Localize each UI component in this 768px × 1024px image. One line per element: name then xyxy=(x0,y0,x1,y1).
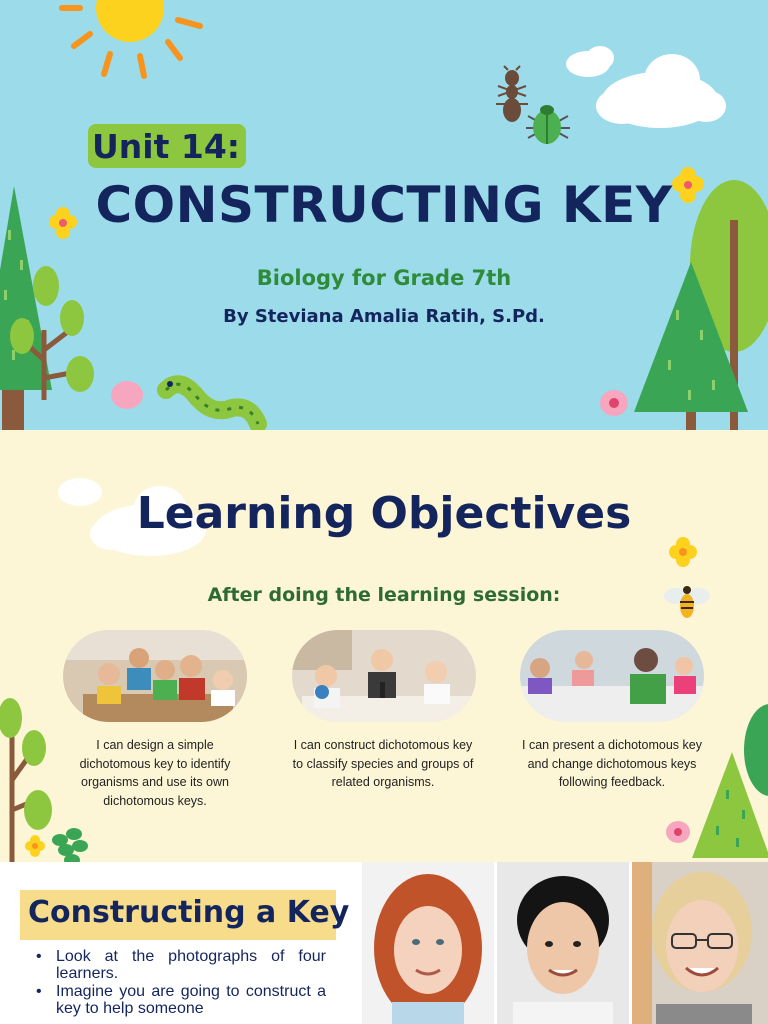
objectives-heading: Learning Objectives xyxy=(136,488,632,539)
author-line: By Steviana Amalia Ratih, S.Pd. xyxy=(223,306,545,327)
classroom-photo-1 xyxy=(63,630,247,722)
ant-icon xyxy=(496,66,528,122)
classroom-photo-icon xyxy=(520,630,704,722)
objective-text-2: I can construct dichotomous key to classify species and groups of related organisms. xyxy=(292,738,474,789)
title-slide xyxy=(0,0,768,430)
slide-subtitle: Biology for Grade 7th xyxy=(256,266,512,290)
learner-portrait-icon xyxy=(632,862,768,1024)
objective-text-1: I can design a simple dichotomous key to identify organisms and use its own dichotomous keys. xyxy=(79,738,231,808)
objectives-lead: After doing the learning session: xyxy=(207,584,561,606)
bullet-list xyxy=(30,948,326,1018)
learner-photo-3 xyxy=(632,862,768,1024)
objective-text-3: I can present a dichotomous key and change dichotomous keys following feedback. xyxy=(522,738,702,789)
list-item: • Look at the photographs of four learners. xyxy=(36,948,326,982)
round-tree-icon xyxy=(744,704,768,796)
constructing-key-slide xyxy=(0,862,768,1024)
learner-photo-2 xyxy=(497,862,629,1024)
flower-icon xyxy=(25,835,45,857)
beetle-icon xyxy=(526,105,570,144)
unit-label: Unit 14: xyxy=(88,124,246,168)
pink-blossom-icon xyxy=(666,821,690,843)
classroom-photo-icon xyxy=(292,630,476,722)
objectives-slide xyxy=(0,430,768,862)
sun-icon xyxy=(62,0,200,76)
classroom-photo-3 xyxy=(520,630,704,722)
learner-photo-1 xyxy=(362,862,494,1024)
slide-title: Constructing a Key xyxy=(28,895,350,930)
caterpillar-icon xyxy=(166,381,258,424)
learner-portrait-icon xyxy=(362,862,494,1024)
learner-portrait-icon xyxy=(497,862,629,1024)
cloud-icon xyxy=(566,46,726,128)
classroom-photo-icon xyxy=(63,630,247,722)
list-item: • Imagine you are going to construct a key to help someone xyxy=(36,983,326,1017)
slide-title: CONSTRUCTING KEY xyxy=(95,176,673,234)
leafy-branch-icon xyxy=(0,698,52,862)
flower-icon xyxy=(669,537,697,567)
fern-icon xyxy=(52,828,88,862)
classroom-photo-2 xyxy=(292,630,476,722)
